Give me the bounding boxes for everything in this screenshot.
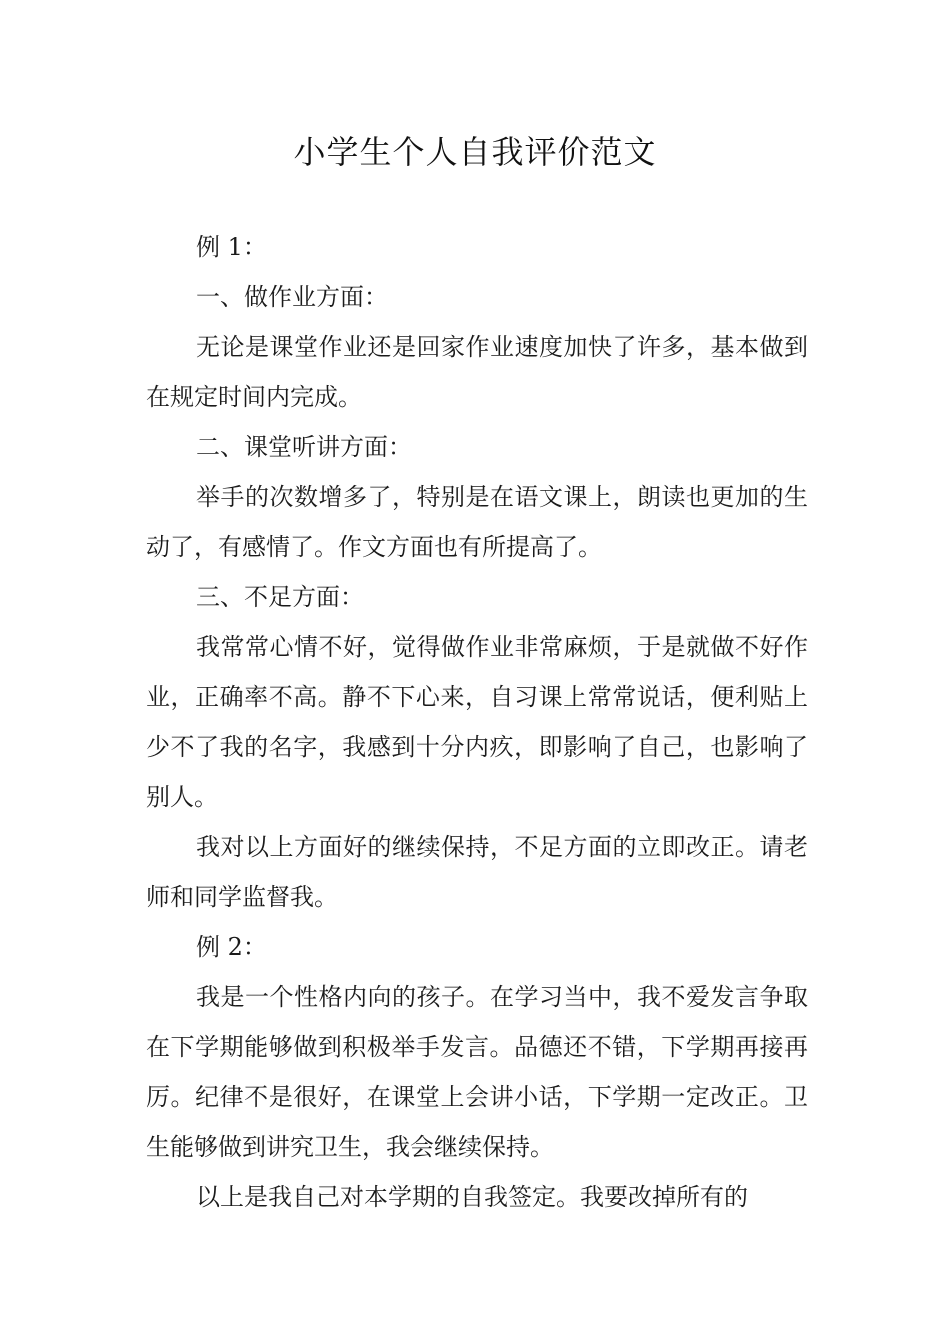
- paragraph-shortcomings-heading: 三、不足方面：: [196, 583, 364, 611]
- paragraph-example-2: 我是一个性格内向的孩子。在学习当中，我不爱发言争取在下学期能够做到积极举手发言。品德还不错，下学期再接再厉。纪律不是很好，在课堂上会讲小话，下学期一定改正。卫生能够做到讲究卫生，我会继续保持。: [146, 983, 808, 1161]
- paragraph-example-2-heading: 例 2：: [196, 933, 267, 961]
- paragraph-homework-heading: 一、做作业方面：: [196, 283, 388, 311]
- document-body: [146, 222, 808, 1222]
- paragraph-shortcomings: 我常常心情不好，觉得做作业非常麻烦，于是就做不好作业，正确率不高。静不下心来，自习课上常常说话，便利贴上少不了我的名字，我感到十分内疚，即影响了自己，也影响了别人。: [146, 633, 808, 811]
- paragraph-conclusion: 以上是我自己对本学期的自我签定。我要改掉所有的: [196, 1183, 748, 1211]
- paragraph-homework: 无论是课堂作业还是回家作业速度加快了许多，基本做到在规定时间内完成。: [146, 333, 808, 411]
- paragraph-example-1-heading: 例 1：: [196, 233, 267, 261]
- paragraph-listening: 举手的次数增多了，特别是在语文课上，朗读也更加的生动了，有感情了。作文方面也有所提高了。: [146, 483, 808, 561]
- document-title: 小学生个人自我评价范文: [293, 133, 657, 171]
- paragraph-commitment: 我对以上方面好的继续保持，不足方面的立即改正。请老师和同学监督我。: [146, 833, 808, 911]
- paragraph-listening-heading: 二、课堂听讲方面：: [196, 433, 412, 461]
